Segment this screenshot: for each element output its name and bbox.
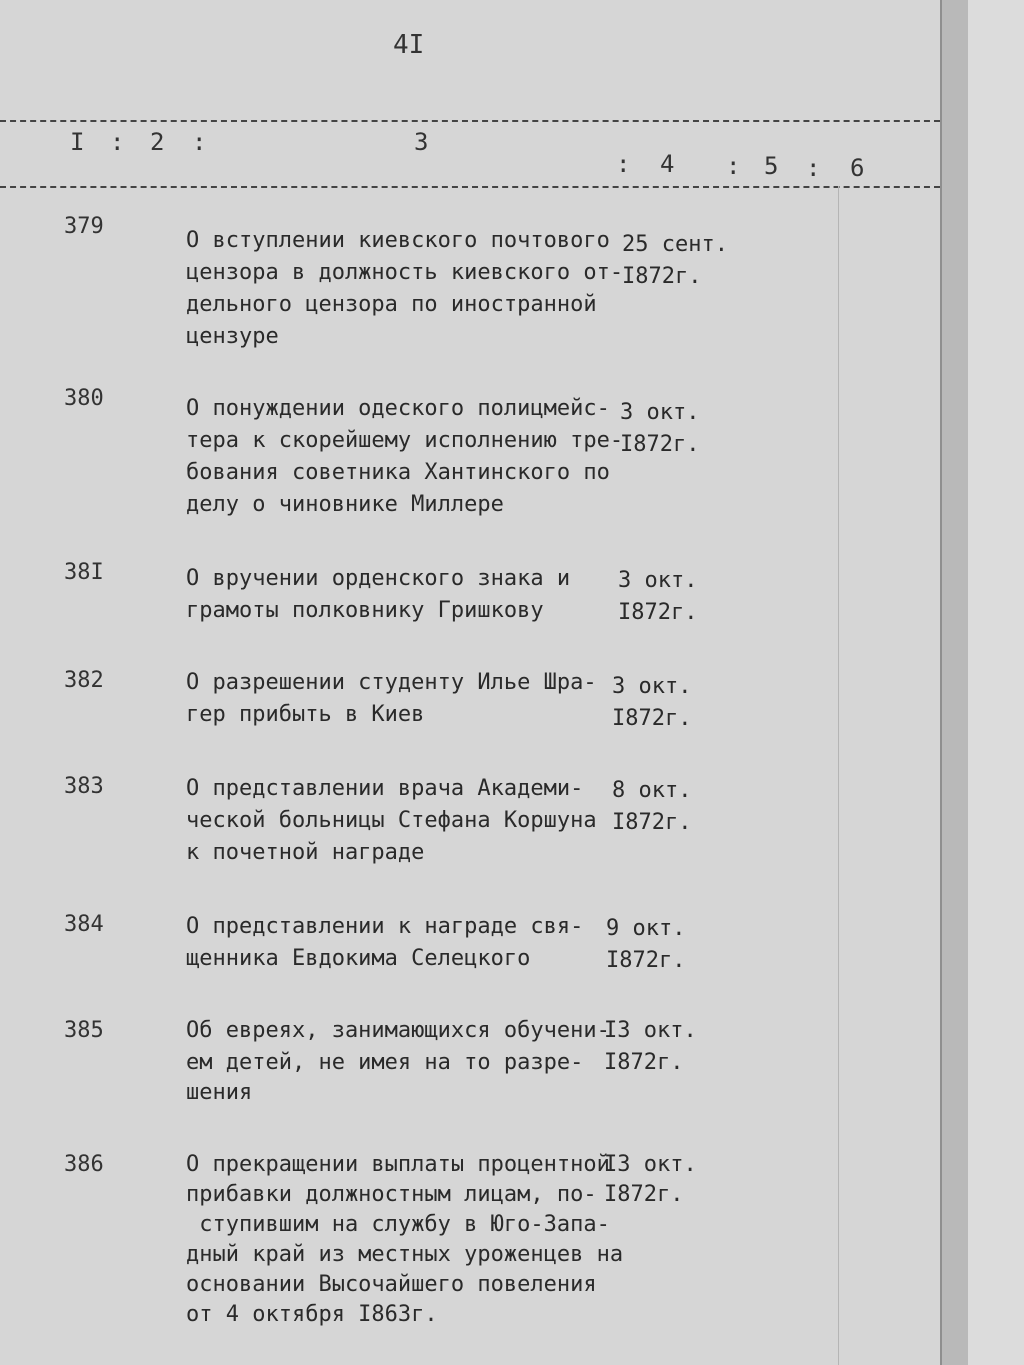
entry-text-line: щенника Евдокима Селецкого bbox=[186, 946, 531, 971]
column-separator: : bbox=[726, 152, 741, 180]
entry-text-line: О вступлении киевского почтового bbox=[186, 228, 610, 253]
page-number: 4I bbox=[393, 30, 425, 60]
entry-number: 385 bbox=[64, 1018, 104, 1043]
page-edge bbox=[940, 0, 1024, 1365]
header-rule-bottom bbox=[0, 186, 940, 188]
column-separator: : bbox=[616, 150, 631, 178]
entry-date-day: 9 окт. bbox=[606, 916, 686, 941]
entry-text-line: бования советника Хантинского по bbox=[186, 460, 610, 485]
entry-number: 379 bbox=[64, 214, 104, 239]
entry-text-line: Об евреях, занимающихся обучени- bbox=[186, 1018, 610, 1043]
entry-text-line: шения bbox=[186, 1080, 253, 1105]
entry-text-line: цензуре bbox=[186, 324, 279, 349]
entry-date-day: 3 окт. bbox=[612, 674, 692, 699]
entry-text-line: к почетной награде bbox=[186, 840, 425, 865]
column-header-1: I bbox=[70, 128, 85, 156]
column-header-3: 3 bbox=[414, 128, 429, 156]
entry-date-year: I872г. bbox=[618, 600, 698, 625]
entry-date-year: I872г. bbox=[620, 432, 700, 457]
column-header-6: 6 bbox=[850, 154, 865, 182]
column-header-4: 4 bbox=[660, 150, 675, 178]
entry-text-line: О разрешении студенту Илье Шра- bbox=[186, 670, 597, 695]
entry-text-line: дельного цензора по иностранной bbox=[186, 292, 597, 317]
column-separator: : bbox=[110, 128, 125, 156]
entry-text-line: О представлении врача Академи- bbox=[186, 776, 584, 801]
entry-number: 38I bbox=[64, 560, 104, 585]
entry-text-line: О прекращении выплаты процентной bbox=[186, 1152, 610, 1177]
entry-date-year: I872г. bbox=[604, 1182, 684, 1207]
entry-text-line: О вручении орденского знака и bbox=[186, 566, 571, 591]
entry-date-year: I872г. bbox=[622, 264, 702, 289]
entry-number: 383 bbox=[64, 774, 104, 799]
entry-date-year: I872г. bbox=[606, 948, 686, 973]
entry-text-line: дный край из местных уроженцев на bbox=[186, 1242, 624, 1267]
entry-text-line: ем детей, не имея на то разре- bbox=[186, 1050, 584, 1075]
entry-text-line: гер прибыть в Киев bbox=[186, 702, 425, 727]
entry-date-day: I3 окт. bbox=[604, 1152, 697, 1177]
column-separator: : bbox=[192, 128, 207, 156]
entry-text-line: от 4 октября I863г. bbox=[186, 1302, 438, 1327]
entry-text-line: ступившим на службу в Юго-Запа- bbox=[186, 1212, 610, 1237]
column-header-2: 2 bbox=[150, 128, 165, 156]
header-rule-top bbox=[0, 120, 940, 122]
entry-text-line: делу о чиновнике Миллере bbox=[186, 492, 504, 517]
entry-date-day: 8 окт. bbox=[612, 778, 692, 803]
entry-number: 380 bbox=[64, 386, 104, 411]
column-separator: : bbox=[806, 154, 821, 182]
entry-text-line: О представлении к награде свя- bbox=[186, 914, 584, 939]
entry-text-line: тера к скорейшему исполнению тре- bbox=[186, 428, 624, 453]
entry-text-line: О понуждении одеского полицмейс- bbox=[186, 396, 610, 421]
entry-date-day: 3 окт. bbox=[620, 400, 700, 425]
entry-date-day: 3 окт. bbox=[618, 568, 698, 593]
entry-text-line: грамоты полковнику Гришкову bbox=[186, 598, 544, 623]
entry-number: 384 bbox=[64, 912, 104, 937]
entry-text-line: цензора в должность киевского от- bbox=[186, 260, 624, 285]
entry-date-day: 25 сент. bbox=[622, 232, 728, 257]
entry-date-year: I872г. bbox=[604, 1050, 684, 1075]
entry-date-day: I3 окт. bbox=[604, 1018, 697, 1043]
entry-number: 382 bbox=[64, 668, 104, 693]
entry-date-year: I872г. bbox=[612, 706, 692, 731]
column-header-5: 5 bbox=[764, 152, 779, 180]
entry-date-year: I872г. bbox=[612, 810, 692, 835]
entry-text-line: прибавки должностным лицам, по- bbox=[186, 1182, 597, 1207]
column-divider bbox=[838, 186, 839, 1365]
page-edge-shadow bbox=[942, 0, 968, 1365]
entry-number: 386 bbox=[64, 1152, 104, 1177]
entry-text-line: ческой больницы Стефана Коршуна bbox=[186, 808, 597, 833]
entry-text-line: основании Высочайшего повеления bbox=[186, 1272, 597, 1297]
